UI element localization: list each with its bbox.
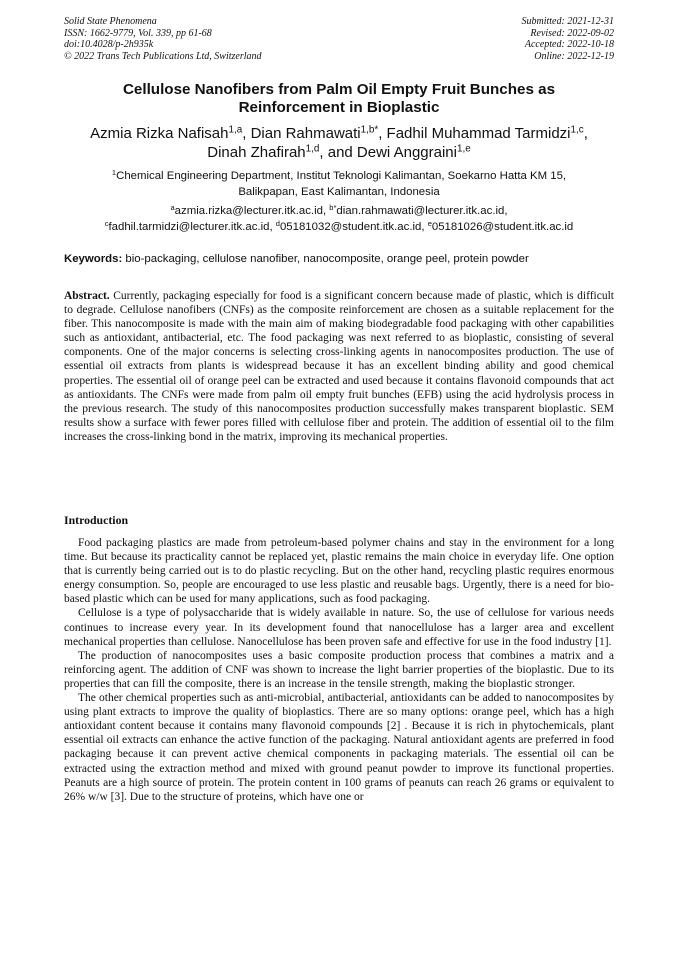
author-separator: , <box>378 125 387 142</box>
email-superscript: d <box>275 218 280 228</box>
author-name: Dewi Anggraini <box>356 143 457 161</box>
keywords-text: bio-packaging, cellulose nanofiber, nanocomposite, orange peel, protein powder <box>122 253 529 265</box>
affiliation-superscript: 1 <box>111 167 117 177</box>
email-address: fadhil.tarmidzi@lecturer.itk.ac.id, <box>108 220 276 233</box>
abstract-label: Abstract. <box>64 290 110 302</box>
paragraph: The production of nanocomposites uses a basic composite production process that combines a matrix and a reinforcing agent. The addition of CNF was shown to increase the light barrier properties of the bioplastic. Due to its properties that can fill the composite, there is an increase in the tensile strength, making the bioplastic stronger. <box>64 649 614 690</box>
journal-issn: ISSN: 1662-9779, Vol. 339, pp 61-68 <box>64 27 212 39</box>
paragraph: Food packaging plastics are made from petroleum-based polymer chains and stay in the environment for a long time. But because its practicality cannot be replaced yet, plastic remains the main choice in everyday life. One option that is currently being carried out is to do plastic recycling. But on the other hand, recycling plastic requires enormous energy consumption. So, people are encouraged to use less plastic and reusable bags. Urgently, there is a need for bio-based plastic which can be used for many applications, such as food packaging. <box>64 537 614 606</box>
author-superscript: 1,d <box>305 143 320 155</box>
date-accepted: Accepted: 2022-10-18 <box>524 39 614 51</box>
email-address: dian.rahmawati@lecturer.itk.ac.id, <box>336 205 508 217</box>
author-superscript: 1,b* <box>360 124 379 136</box>
email-superscript: e <box>427 218 432 228</box>
keywords <box>64 252 614 267</box>
date-submitted: Submitted: 2021-12-31 <box>521 16 614 27</box>
email-superscript: b* <box>329 202 337 212</box>
date-online: Online: 2022-12-19 <box>534 50 614 62</box>
author-superscript: 1,c <box>570 124 584 136</box>
section-heading-introduction: Introduction <box>64 513 129 527</box>
email-address: azmia.rizka@lecturer.itk.ac.id, <box>174 205 330 217</box>
author-superscript: 1,e <box>456 143 471 155</box>
email-address: 05181032@student.itk.ac.id, <box>279 220 428 233</box>
publication-dates <box>522 16 615 62</box>
title-line-1: Cellulose Nanofibers from Palm Oil Empty Fruit Bunches as <box>122 81 556 98</box>
author-list <box>64 125 614 162</box>
email-superscript: c <box>104 218 109 228</box>
author-separator: , <box>242 125 251 142</box>
affiliation <box>64 169 614 200</box>
journal-copyright: © 2022 Trans Tech Publications Ltd, Switzerland <box>64 50 262 62</box>
journal-name: Solid State Phenomena <box>64 16 157 27</box>
author-name: Dinah Zhafirah <box>207 143 306 161</box>
introduction-body <box>64 536 614 804</box>
keywords-label: Keywords: <box>64 253 123 265</box>
author-name: Azmia Rizka Nafisah <box>90 125 229 142</box>
date-revised: Revised: 2022-09-02 <box>530 27 614 39</box>
title-line-2: Reinforcement in Bioplastic <box>238 99 440 116</box>
author-name: Dian Rahmawati <box>250 125 361 142</box>
abstract-text: Currently, packaging especially for food is a significant concern because made of plastic, which is difficult to degrade. Cellulose nanofibers (CNFs) as the composite reinforcement are chosen as a suitable replacement for the fiber. This nanocomposite is made with the main aim of making biodegradable food packaging with other capabilities such as antioxidant, antibacterial, etc. The food packaging was next referred to as bioplastic, consisting of several components. One of the major concerns is selecting cross-linking agents in nanocomposites production. The use of essential oil extracts from plants is widespread because it has an excellent binding ability and good chemical properties. The essential oil of orange peel can be extracted and used because it contains flavonoid compounds that act as antioxidants. The CNFs were made from palm oil empty fruit bunches (EFB) using the acid hydrolysis process in the previous research. The study of this nanocomposites production successfully makes transparent bioplastic. SEM results show a surface with fewer pores filled with cellulose fiber and protein. The addition of essential oil to the film increases the cross-linking bond in the matrix, improving its mechanical properties. <box>64 290 614 443</box>
author-name: Fadhil Muhammad Tarmidzi <box>386 125 571 142</box>
author-superscript: 1,a <box>228 124 243 136</box>
email-address: 05181026@student.itk.ac.id <box>431 220 574 233</box>
author-separator: , and <box>319 143 357 161</box>
author-emails <box>64 204 614 235</box>
email-superscript: a <box>170 202 175 212</box>
author-separator: , <box>583 125 588 142</box>
abstract <box>64 289 614 444</box>
affiliation-line-1: Chemical Engineering Department, Institut Teknologi Kalimantan, Soekarno Hatta KM 15, <box>116 170 567 182</box>
journal-info <box>64 16 262 62</box>
affiliation-line-2: Balikpapan, East Kalimantan, Indonesia <box>238 185 440 198</box>
paper-title <box>64 81 614 117</box>
paragraph: The other chemical properties such as anti-microbial, antibacterial, antioxidants can be added to nanocomposites by using plant extracts to improve the quality of bioplastics. There are so many options: orange peel, which has a high antioxidant content because it contains many flavonoid compounds [2] . Because it is rich in phytochemicals, plant essential oil extracts can enhance the active function of the packaging. Natural antioxidant agents are preferred in food packaging because it can prevent active chemical components in packaging materials. The essential oil can be extracted using the extraction method and mixed with ground peanut powder to improve its functional properties. Peanuts are a high source of protein. The protein content in 100 grams of peanuts can reach 26 grams or equivalent to 26% w/w [3]. Due to the structure of proteins, which have one or <box>64 692 614 803</box>
paragraph: Cellulose is a type of polysaccharide that is widely available in nature. So, the use of cellulose for various needs continues to increase every year. In its development found that nanocellulose has a larger area and excellent mechanical properties than cellulose. Nanocellulose has been proven safe and effective for use in the food industry [1]. <box>64 607 614 648</box>
journal-doi: doi:10.4028/p-2h935k <box>64 39 154 51</box>
